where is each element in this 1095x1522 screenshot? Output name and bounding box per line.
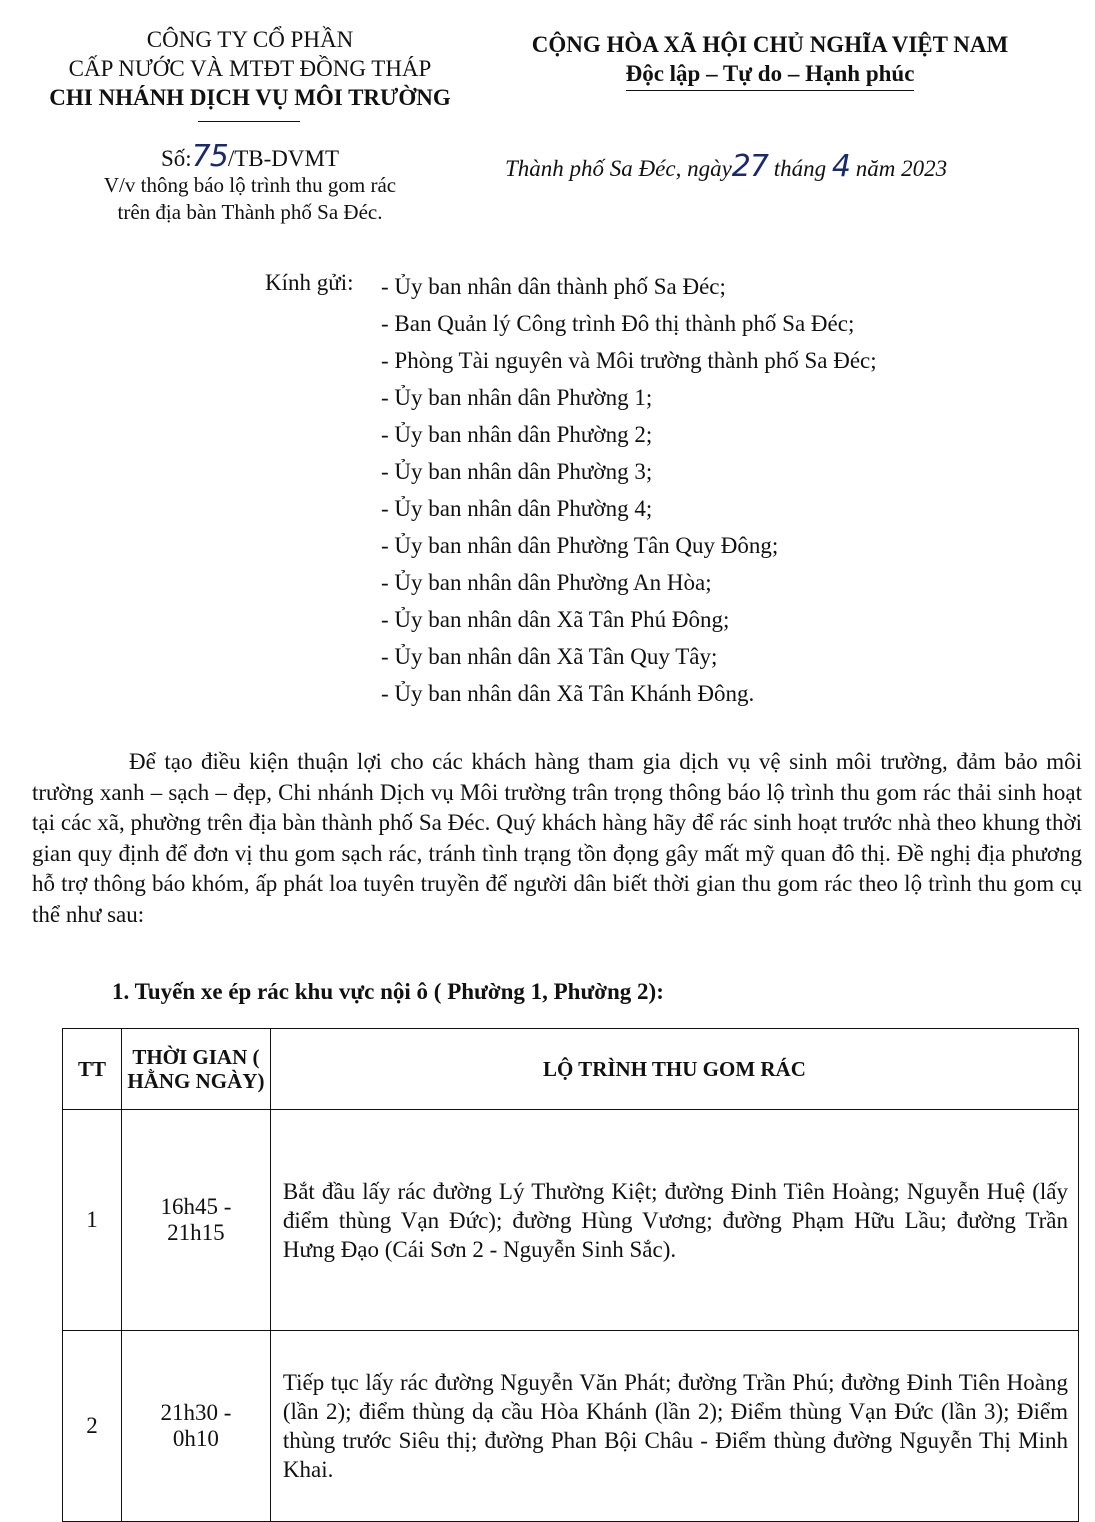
- section-1-title: 1. Tuyến xe ép rác khu vực nội ô ( Phường 1, Phường 2):: [112, 979, 664, 1004]
- row-route: Bắt đầu lấy rác đường Lý Thường Kiệt; đường Đinh Tiên Hoàng; Nguyễn Huệ (lấy điểm thùng Vạn Đức); đường Hùng Vương; đường Phạm Hữu Lầu; đường Trần Hưng Đạo (Cái Sơn 2 - Nguyễn Sinh Sắc).: [270, 1110, 1078, 1331]
- table-row: [63, 1110, 1079, 1331]
- country-name: CỘNG HÒA XÃ HỘI CHỦ NGHĨA VIỆT NAM: [531, 32, 1009, 57]
- row-tt: 1: [63, 1110, 122, 1331]
- route-table: [62, 1028, 1079, 1522]
- doc-number-prefix: Số:: [160, 146, 192, 171]
- subject-line-1: V/v thông báo lộ trình thu gom rác: [103, 173, 397, 197]
- recipients-list: [381, 268, 1081, 712]
- recipient-item: - Ủy ban nhân dân thành phố Sa Đéc;: [381, 274, 726, 299]
- date-line: [505, 150, 1085, 186]
- subject-block: [40, 172, 460, 226]
- table-row: [63, 1331, 1079, 1522]
- recipient-item: - Phòng Tài nguyên và Môi trường thành phố Sa Đéc;: [381, 348, 877, 373]
- issuer-underline: [198, 121, 300, 122]
- row-tt: 2: [63, 1331, 122, 1522]
- issuer-block: [40, 25, 460, 112]
- date-day-handwritten: 27: [731, 149, 768, 184]
- row-time-end: 0h10: [172, 1426, 219, 1451]
- issuer-line-1: CÔNG TY CỔ PHẦN: [146, 27, 354, 52]
- recipients-label: Kính gửi:: [265, 270, 354, 295]
- doc-number-suffix: /TB-DVMT: [227, 146, 340, 171]
- document-number: [40, 139, 460, 174]
- recipient-item: - Ủy ban nhân dân Phường 2;: [381, 422, 653, 447]
- header-route: LỘ TRÌNH THU GOM RÁC: [270, 1029, 1078, 1110]
- recipient-item: - Ủy ban nhân dân Xã Tân Quy Tây;: [381, 644, 718, 669]
- doc-number-handwritten: 75: [191, 139, 228, 174]
- row-route: Tiếp tục lấy rác đường Nguyễn Văn Phát; đường Trần Phú; đường Đinh Tiên Hoàng (lần 2); điểm thùng dạ cầu Hòa Khánh (lần 2); Điểm thùng Vạn Đức (lần 3); Điểm thùng trước Siêu thị; đường Phan Bội Châu - Điểm thùng đường Nguyễn Thị Minh Khai.: [270, 1331, 1078, 1522]
- date-year: năm 2023: [855, 156, 948, 181]
- subject-line-2: trên địa bàn Thành phố Sa Đéc.: [117, 200, 383, 224]
- row-time: [121, 1110, 270, 1331]
- date-month-label: tháng: [773, 156, 827, 181]
- body-paragraph: Để tạo điều kiện thuận lợi cho các khách hàng tham gia dịch vụ vệ sinh môi trường, đảm bảo môi trường xanh – sạch – đẹp, Chi nhánh Dịch vụ Môi trường trân trọng thông báo lộ trình thu gom rác thải sinh hoạt tại các xã, phường trên địa bàn thành phố Sa Đéc. Quý khách hàng hãy để rác sinh hoạt trước nhà theo khung thời gian quy định để đơn vị thu gom sạch rác, tránh tình trạng tồn đọng gây mất mỹ quan đô thị. Đề nghị địa phương hỗ trợ thông báo khóm, ấp phát loa tuyên truyền để người dân biết thời gian thu gom rác theo lộ trình thu gom cụ thể như sau:: [32, 749, 1082, 927]
- recipient-item: - Ủy ban nhân dân Phường Tân Quy Đông;: [381, 533, 779, 558]
- issuer-line-2: CẤP NƯỚC VÀ MTĐT ĐỒNG THÁP: [68, 56, 432, 81]
- recipient-item: - Ủy ban nhân dân Xã Tân Khánh Đông.: [381, 681, 755, 706]
- recipient-item: - Ủy ban nhân dân Phường 3;: [381, 459, 653, 484]
- date-place: Thành phố Sa Đéc, ngày: [505, 156, 732, 181]
- table-header-row: [63, 1029, 1079, 1110]
- header-tt: TT: [63, 1029, 122, 1110]
- row-time: [121, 1331, 270, 1522]
- row-time-start: 16h45 -: [160, 1194, 232, 1219]
- header-time: THỜI GIAN ( HẰNG NGÀY): [121, 1029, 270, 1110]
- national-motto: Độc lập – Tự do – Hạnh phúc: [626, 59, 915, 91]
- date-month-handwritten: 4: [831, 149, 850, 184]
- row-time-start: 21h30 -: [160, 1400, 232, 1425]
- national-header: [480, 30, 1060, 91]
- recipient-item: - Ủy ban nhân dân Phường An Hòa;: [381, 570, 712, 595]
- recipient-item: - Ủy ban nhân dân Phường 1;: [381, 385, 653, 410]
- recipient-item: - Ủy ban nhân dân Phường 4;: [381, 496, 653, 521]
- issuer-line-3: CHI NHÁNH DỊCH VỤ MÔI TRƯỜNG: [49, 85, 451, 110]
- recipient-item: - Ủy ban nhân dân Xã Tân Phú Đông;: [381, 607, 730, 632]
- recipient-item: - Ban Quản lý Công trình Đô thị thành phố Sa Đéc;: [381, 311, 855, 336]
- row-time-end: 21h15: [167, 1220, 225, 1245]
